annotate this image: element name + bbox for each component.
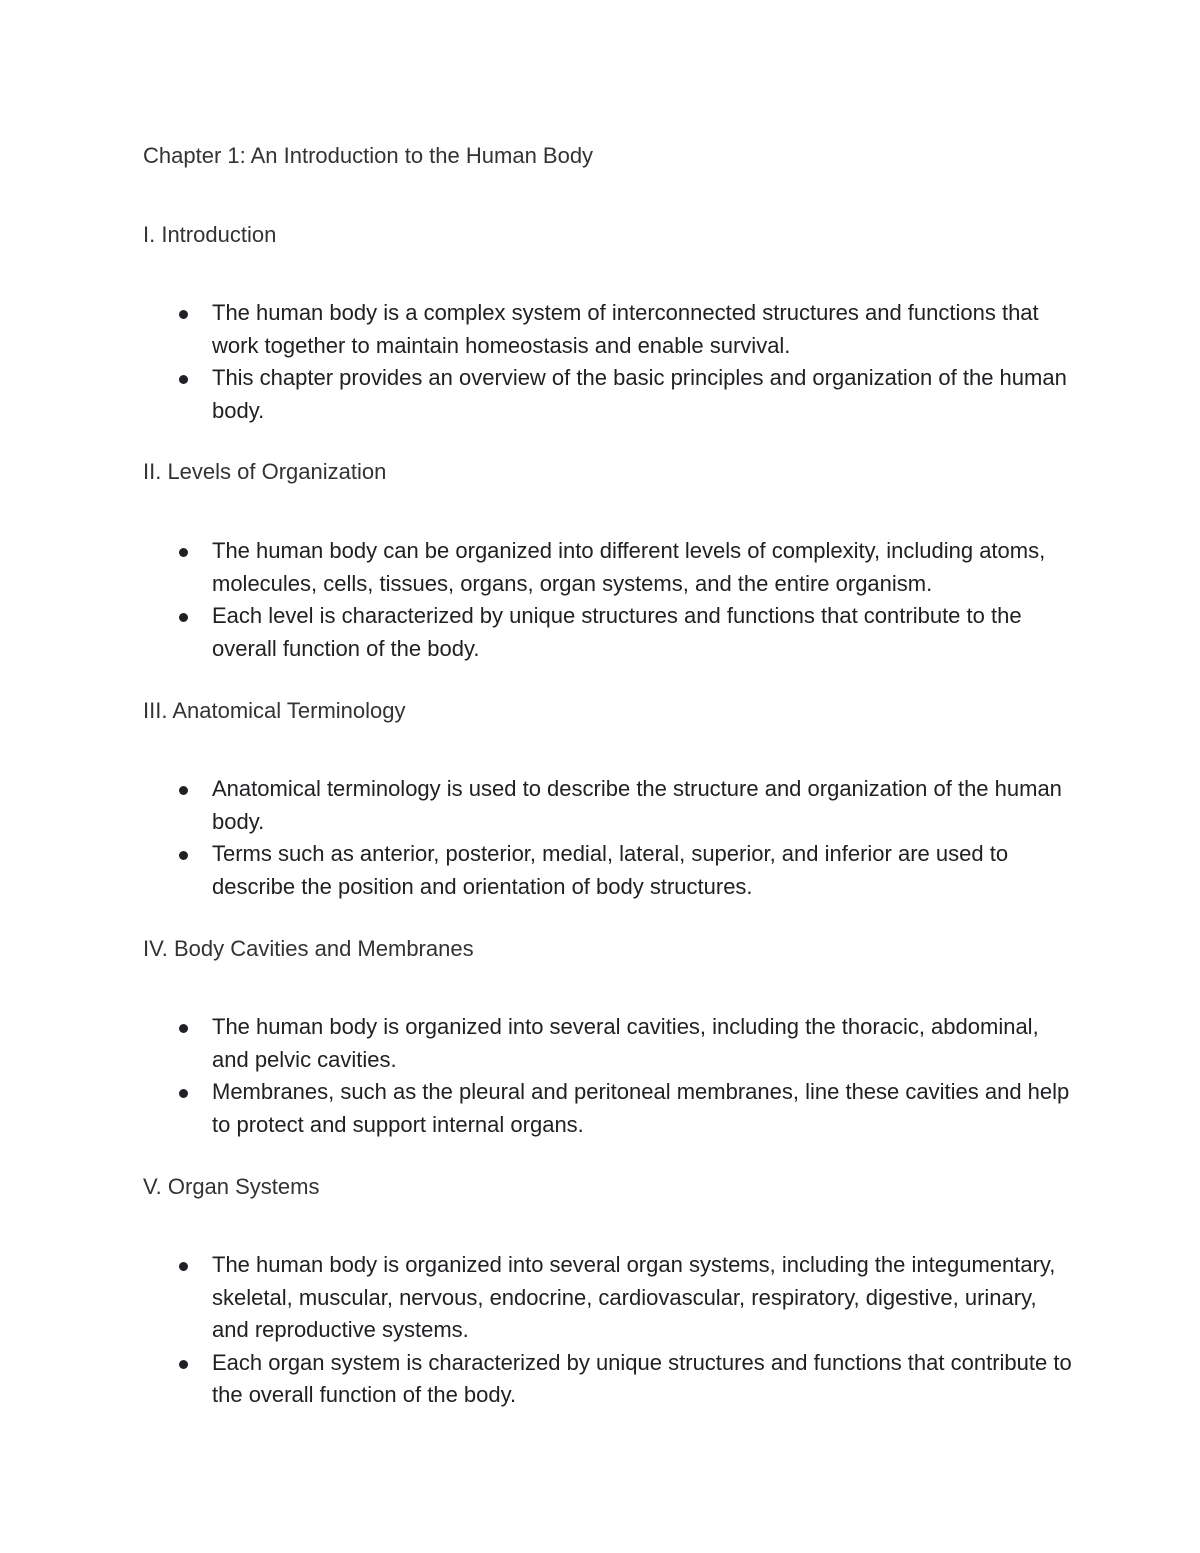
list-item-text: The human body can be organized into different levels of complexity, including atoms, molecules, cells, tissues, organs, organ systems, and the entire organism. [212, 538, 1046, 596]
list-item-text: The human body is organized into several organ systems, including the integumentary, skeletal, muscular, nervous, endocrine, cardiovascular, respiratory, digestive, urinary, and reproductive systems. [212, 1252, 1056, 1342]
bullet-list-levels-of-organization [0, 535, 1072, 665]
bullet-icon [179, 851, 188, 860]
bullet-icon [179, 310, 188, 319]
list-item [0, 1011, 1072, 1076]
list-item [0, 362, 1072, 427]
bullet-list-body-cavities [0, 1011, 1072, 1141]
list-item [0, 1249, 1072, 1347]
section-heading-body-cavities: IV. Body Cavities and Membranes [143, 936, 474, 961]
bullet-icon [179, 1024, 188, 1033]
list-item [0, 838, 1072, 903]
list-item [0, 1076, 1072, 1141]
list-item-text: Terms such as anterior, posterior, medial, lateral, superior, and inferior are used to describe the position and orientation of body structures. [212, 841, 1009, 899]
list-item-text: Membranes, such as the pleural and peritoneal membranes, line these cavities and help to protect and support internal organs. [212, 1079, 1070, 1137]
bullet-icon [179, 375, 188, 384]
section-heading-anatomical-terminology: III. Anatomical Terminology [143, 698, 406, 723]
bullet-icon [179, 613, 188, 622]
list-item-text: Each level is characterized by unique structures and functions that contribute to the overall function of the body. [212, 603, 1022, 661]
list-item [0, 297, 1072, 362]
list-item [0, 773, 1072, 838]
list-item [0, 600, 1072, 665]
bullet-icon [179, 786, 188, 795]
bullet-icon [179, 1360, 188, 1369]
section-heading-levels-of-organization: II. Levels of Organization [143, 459, 387, 484]
bullet-list-anatomical-terminology [0, 773, 1072, 903]
bullet-icon [179, 548, 188, 557]
list-item-text: This chapter provides an overview of the basic principles and organization of the human body. [212, 365, 1067, 423]
list-item-text: Anatomical terminology is used to describe the structure and organization of the human body. [212, 776, 1062, 834]
list-item-text: The human body is organized into several cavities, including the thoracic, abdominal, and pelvic cavities. [212, 1014, 1039, 1072]
bullet-list-introduction [0, 297, 1072, 427]
list-item [0, 1347, 1072, 1412]
bullet-icon [179, 1089, 188, 1098]
list-item [0, 535, 1072, 600]
section-heading-introduction: I. Introduction [143, 222, 277, 247]
list-item-text: The human body is a complex system of interconnected structures and functions that work together to maintain homeostasis and enable survival. [212, 300, 1039, 358]
bullet-list-organ-systems [0, 1249, 1072, 1412]
section-heading-organ-systems: V. Organ Systems [143, 1174, 320, 1199]
page-title: Chapter 1: An Introduction to the Human Body [143, 143, 594, 168]
list-item-text: Each organ system is characterized by unique structures and functions that contribute to the overall function of the body. [212, 1349, 1072, 1407]
bullet-icon [179, 1262, 188, 1271]
